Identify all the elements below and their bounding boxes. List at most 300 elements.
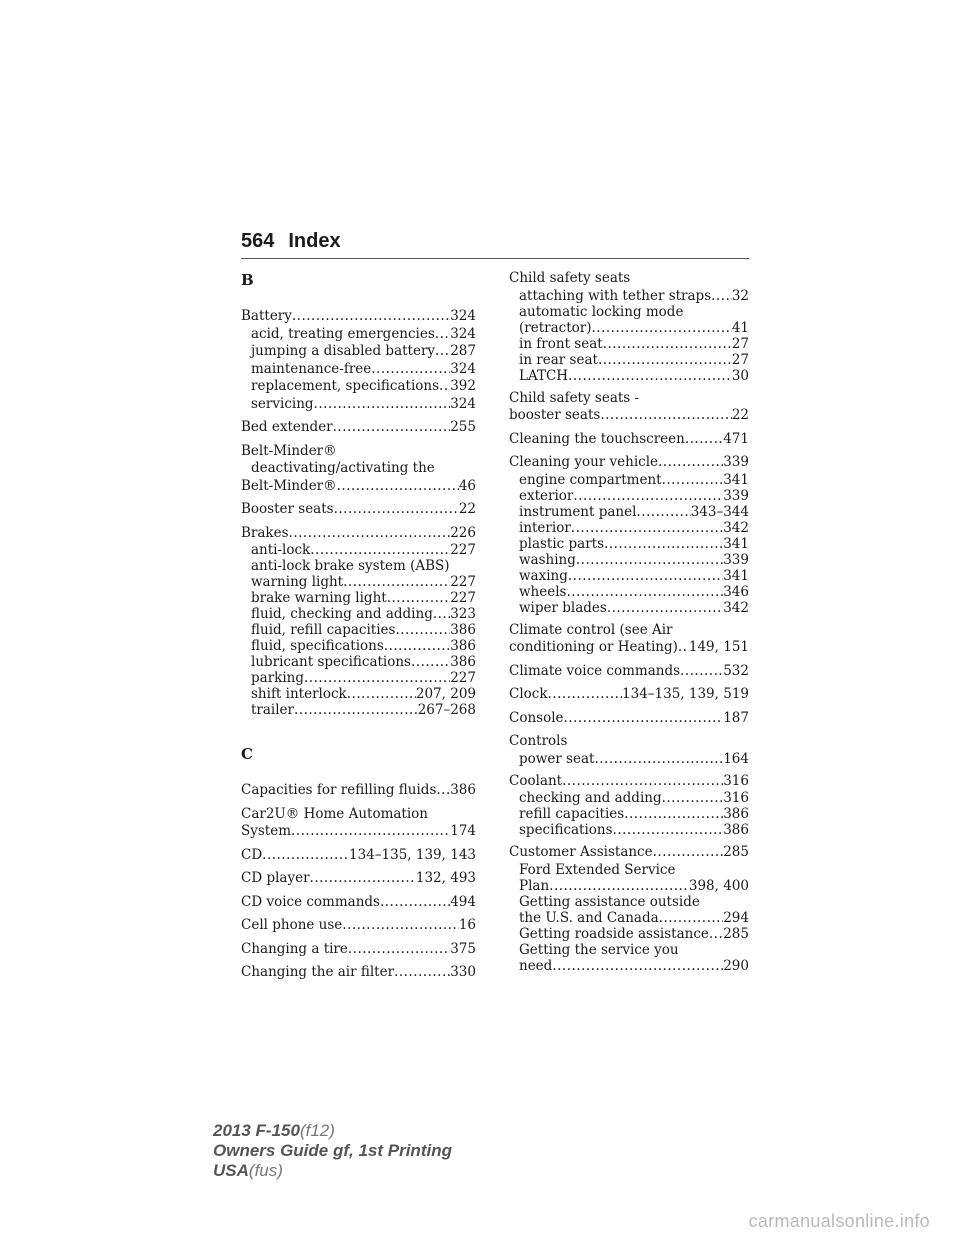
print-footer (213, 1121, 452, 1181)
entry-text: Brakes (241, 524, 289, 541)
leader-dots (573, 488, 723, 504)
page-reference: 255 (450, 419, 476, 435)
page-reference: 346 (723, 583, 749, 600)
section-letter-b: B (241, 271, 254, 289)
index-subentry (509, 600, 749, 616)
entry-text: instrument panel (519, 503, 637, 520)
leader-dots (624, 806, 723, 822)
entry-text: lubricant specifications (251, 654, 411, 670)
index-subentry (509, 894, 749, 910)
leader-dots (289, 525, 451, 543)
entry-text: Coolant (509, 772, 563, 789)
index-entry (241, 964, 476, 982)
entry-text: power seat (519, 750, 595, 767)
page-reference: 149, 151 (688, 639, 749, 655)
entry-text: Child safety seats - (509, 389, 640, 406)
leader-dots (304, 670, 450, 686)
index-term (241, 894, 476, 912)
leader-dots (380, 894, 450, 912)
leader-dots (549, 878, 689, 894)
entry-text: System (241, 823, 292, 839)
page-reference: 323 (450, 606, 476, 622)
leader-dots (347, 686, 416, 702)
page-reference: 134–135, 139, 143 (349, 846, 476, 863)
leader-dots (711, 288, 732, 304)
entry-text: anti-lock (251, 542, 311, 558)
index-entry (241, 501, 476, 519)
entry-text: need (519, 957, 553, 974)
page-reference: 287 (450, 343, 476, 359)
index-term (241, 478, 476, 496)
page-reference: 343–344 (690, 503, 749, 520)
index-subentry (509, 862, 749, 878)
index-subentry (509, 368, 749, 384)
page-reference: 341 (723, 535, 749, 552)
index-term (241, 419, 476, 437)
page-reference: 386 (723, 806, 749, 822)
entry-text: Belt-Minder® (241, 477, 337, 494)
entry-text: Changing a tire (241, 940, 348, 957)
index-subentry (509, 520, 749, 536)
index-entry (509, 622, 749, 657)
page-reference: 324 (450, 360, 476, 377)
page-reference: 285 (723, 844, 749, 860)
leader-dots (348, 941, 450, 959)
entry-text: the U.S. and Canada (519, 909, 659, 926)
entry-text: wiper blades (519, 599, 607, 616)
entry-text: fluid, refill capacities (251, 622, 396, 638)
index-entry (241, 847, 476, 865)
entry-text: Plan (519, 877, 550, 894)
footer-model: 2013 F-150 (213, 1121, 300, 1140)
index-subentry (241, 606, 476, 622)
index-subentry (509, 304, 749, 320)
page-reference: 386 (723, 822, 749, 838)
index-subentry (509, 504, 749, 520)
index-subentry (509, 822, 749, 838)
index-subentry (241, 622, 476, 638)
index-entry (241, 941, 476, 959)
spacer (241, 764, 476, 782)
page-reference: 32 (731, 287, 749, 304)
leader-dots (384, 638, 450, 654)
entry-text: Climate voice commands (509, 662, 681, 679)
page-reference: 324 (450, 325, 476, 342)
entry-text: Console (509, 709, 564, 726)
index-subentry (241, 343, 476, 361)
index-term (241, 443, 476, 461)
page-reference: 22 (458, 501, 476, 517)
page-reference: 494 (450, 893, 476, 910)
index-entry (509, 431, 749, 449)
index-term (509, 622, 749, 640)
entry-text: fluid, checking and adding (251, 606, 433, 622)
footer-market: USA (213, 1161, 249, 1180)
index-subentry (509, 958, 749, 974)
index-entry (241, 870, 476, 888)
header-rule (241, 258, 749, 259)
entry-text: Child safety seats (509, 270, 631, 286)
leader-dots (562, 773, 723, 791)
index-term (241, 806, 476, 824)
entry-text: washing (519, 551, 576, 568)
index-subentry (241, 361, 476, 379)
index-subentry (509, 320, 749, 336)
leader-dots (395, 622, 450, 638)
index-subentry (241, 686, 476, 702)
index-term (241, 782, 476, 800)
entry-text: (retractor) (519, 319, 592, 336)
index-subentry (241, 638, 476, 654)
index-term (241, 501, 476, 519)
index-term (241, 941, 476, 959)
index-subentry (509, 751, 749, 767)
leader-dots (294, 702, 418, 718)
leader-dots (343, 574, 450, 590)
index-subentry (509, 472, 749, 488)
entry-text: Controls (509, 733, 568, 749)
index-term (509, 639, 749, 657)
entry-text: acid, treating emergencies (251, 325, 435, 342)
leader-dots (685, 431, 723, 449)
index-subentry (509, 352, 749, 368)
page-reference: 46 (458, 477, 476, 494)
leader-dots (571, 520, 723, 536)
leader-dots (310, 870, 416, 888)
leader-dots (678, 639, 689, 657)
index-entry (241, 894, 476, 912)
page-reference: 532 (723, 662, 749, 679)
index-subentry (509, 878, 749, 894)
leader-dots (435, 326, 450, 344)
index-subentry (509, 584, 749, 600)
index-subentry (241, 542, 476, 558)
page-reference: 16 (458, 917, 476, 933)
entry-text: Cleaning your vehicle (509, 454, 659, 470)
index-entry (509, 686, 749, 704)
page-header (241, 230, 749, 253)
page-reference: 471 (723, 430, 749, 447)
page-reference: 227 (450, 590, 476, 606)
leader-dots (566, 584, 723, 600)
leader-dots (662, 790, 724, 806)
index-entry (509, 454, 749, 616)
index-entry (509, 773, 749, 839)
leader-dots (576, 552, 723, 568)
index-term (509, 844, 749, 862)
index-entry (241, 917, 476, 935)
index-term (509, 431, 749, 449)
index-subentry (509, 926, 749, 942)
page-reference: 290 (723, 957, 749, 974)
entry-text: parking (251, 670, 304, 686)
entry-text: in rear seat (519, 351, 598, 368)
entry-text: Getting roadside assistance (519, 925, 709, 942)
page-reference: 316 (723, 772, 749, 789)
entry-text: brake warning light (251, 590, 387, 606)
page-reference: 398, 400 (688, 877, 749, 894)
page-reference: 341 (723, 471, 749, 488)
page-reference: 341 (723, 567, 749, 584)
index-term (241, 964, 476, 982)
entry-text: warning light (251, 574, 344, 590)
entry-text: specifications (519, 822, 613, 838)
entry-text: attaching with tether straps (519, 287, 712, 304)
leader-dots (435, 343, 450, 361)
leader-dots (387, 590, 451, 606)
index-entry (509, 663, 749, 681)
page-reference: 386 (450, 638, 476, 654)
entry-text: Climate control (see Air (509, 621, 673, 638)
entry-text: trailer (251, 702, 295, 718)
page-reference: 267–268 (417, 702, 476, 718)
index-term (509, 733, 749, 751)
page-reference: 339 (723, 551, 749, 568)
index-subentry (241, 326, 476, 344)
entry-text: shift interlock (251, 686, 347, 702)
page-reference: 386 (450, 622, 476, 638)
leader-dots (333, 419, 451, 437)
index-term (241, 847, 476, 865)
index-term (241, 823, 476, 841)
page-reference: 339 (723, 454, 749, 470)
entry-text: booster seats (509, 407, 601, 423)
entry-text: checking and adding (519, 790, 662, 806)
leader-dots (552, 958, 723, 974)
entry-text: Cleaning the touchscreen (509, 430, 685, 447)
index-term (509, 407, 749, 425)
leader-dots (411, 654, 450, 670)
page-reference: 134–135, 139, 519 (622, 686, 749, 702)
page-reference: 339 (723, 487, 749, 504)
page-reference: 392 (450, 378, 476, 394)
leader-dots (314, 396, 451, 414)
entry-text: automatic locking mode (519, 303, 684, 320)
index-subentry (241, 378, 476, 396)
index-term (509, 686, 749, 704)
index-subentry (509, 910, 749, 926)
entry-text: in front seat (519, 335, 603, 352)
page-reference: 324 (450, 395, 476, 412)
leader-dots (680, 663, 723, 681)
leader-dots (342, 917, 459, 935)
footer-market-code: (fus) (248, 1161, 283, 1180)
leader-dots (591, 320, 731, 336)
index-entry (241, 308, 476, 413)
entry-text: Ford Extended Service (519, 861, 676, 878)
index-subentry (509, 568, 749, 584)
index-entry (241, 525, 476, 719)
page-reference: 316 (723, 790, 749, 806)
page-reference: 226 (450, 524, 476, 541)
page-reference: 227 (450, 574, 476, 590)
watermark: carmanualsonline.info (748, 1211, 930, 1231)
index-column-left (241, 270, 476, 988)
index-entry (509, 390, 749, 425)
index-column-right (509, 270, 749, 980)
leader-dots (658, 454, 723, 472)
entry-text: CD (241, 846, 263, 863)
spacer (241, 724, 476, 744)
entry-text: Getting assistance outside (519, 893, 700, 910)
entry-text: jumping a disabled battery (251, 343, 436, 359)
index-term (509, 454, 749, 472)
page-reference: 22 (731, 407, 749, 423)
leader-dots (371, 361, 450, 379)
entry-text: Getting the service you (519, 941, 679, 958)
entry-text: CD voice commands (241, 893, 380, 910)
leader-dots (594, 751, 723, 767)
page-reference: 227 (450, 670, 476, 686)
entry-text: deactivating/activating the (251, 460, 435, 476)
entry-text: Customer Assistance (509, 844, 653, 860)
page-reference: 187 (723, 709, 749, 726)
entry-text: Battery (241, 308, 292, 324)
leader-dots (291, 823, 450, 841)
leader-dots (603, 336, 732, 352)
page-reference: 375 (450, 940, 476, 957)
footer-edition: Owners Guide gf, 1st Printing (213, 1141, 452, 1160)
index-term (509, 773, 749, 791)
entry-text: refill capacities (519, 806, 625, 822)
index-subentry (241, 590, 476, 606)
index-entry (509, 733, 749, 767)
page-reference: 342 (723, 599, 749, 616)
index-term (241, 525, 476, 543)
index-entry (509, 270, 749, 384)
leader-dots (310, 542, 450, 558)
page-reference: 386 (450, 782, 476, 798)
leader-dots (433, 606, 450, 622)
index-term (509, 390, 749, 408)
index-entry (509, 710, 749, 728)
index-entry (241, 806, 476, 841)
entry-text: Clock (509, 686, 548, 702)
index-subentry (509, 806, 749, 822)
index-term (241, 870, 476, 888)
entry-text: exterior (519, 487, 574, 504)
index-subentry (241, 702, 476, 718)
leader-dots (607, 600, 723, 616)
page-reference: 41 (731, 319, 749, 336)
index-subentry (241, 654, 476, 670)
section-letter-c: C (241, 745, 253, 763)
page-reference: 174 (450, 823, 476, 839)
leader-dots (604, 536, 723, 552)
leader-dots (439, 378, 450, 396)
page-reference: 324 (450, 308, 476, 324)
index-subentry (241, 396, 476, 414)
entry-text: Cell phone use (241, 917, 343, 933)
index-term (241, 308, 476, 326)
index-term (509, 270, 749, 288)
page-reference: 294 (723, 909, 749, 926)
entry-text: anti-lock brake system (ABS) (251, 558, 450, 574)
entry-text: servicing (251, 395, 314, 412)
leader-dots (436, 782, 450, 800)
page-reference: 27 (731, 351, 749, 368)
index-subentry (509, 288, 749, 304)
page-number: 564 (241, 230, 275, 252)
leader-dots (709, 926, 723, 942)
index-term (509, 710, 749, 728)
page-reference: 227 (450, 542, 476, 558)
entry-text: Booster seats (241, 501, 334, 517)
leader-dots (598, 352, 732, 368)
index-subentry (509, 336, 749, 352)
index-entry (509, 844, 749, 974)
index-subentry (509, 942, 749, 958)
entry-text: interior (519, 519, 571, 536)
entries-right (509, 270, 749, 974)
index-entry (241, 419, 476, 437)
entry-text: Bed extender (241, 419, 333, 435)
leader-dots (653, 844, 724, 862)
leader-dots (337, 478, 459, 496)
footer-model-code: (f12) (299, 1121, 335, 1140)
leader-dots (334, 501, 459, 519)
entry-text: replacement, specifications (251, 378, 440, 394)
entry-text: Car2U® Home Automation (241, 805, 428, 822)
index-subentry (241, 670, 476, 686)
page-reference: 27 (731, 335, 749, 352)
index-subentry (241, 574, 476, 590)
entry-text: Capacities for refilling fluids (241, 782, 437, 798)
page-reference: 164 (723, 750, 749, 767)
index-subentry (509, 552, 749, 568)
leader-dots (659, 910, 724, 926)
entry-text: LATCH (519, 367, 569, 384)
leader-dots (568, 568, 723, 584)
entry-text: CD player (241, 870, 310, 886)
entry-text: plastic parts (519, 535, 605, 552)
index-entry (241, 782, 476, 800)
page-reference: 285 (723, 925, 749, 942)
entry-text: waxing (519, 567, 568, 584)
entry-text: engine compartment (519, 471, 662, 488)
entries-c (241, 782, 476, 982)
index-subentry (241, 558, 476, 574)
entry-text: maintenance-free (251, 360, 372, 377)
page-title: Index (288, 230, 341, 252)
index-term (509, 663, 749, 681)
entry-text: conditioning or Heating) (509, 639, 678, 655)
leader-dots (568, 368, 732, 384)
spacer (241, 290, 476, 308)
page-reference: 30 (731, 367, 749, 384)
entries-b (241, 308, 476, 718)
index-entry (241, 443, 476, 496)
leader-dots (292, 308, 450, 326)
page-reference: 342 (723, 519, 749, 536)
leader-dots (613, 822, 724, 838)
entry-text: Belt-Minder® (241, 442, 337, 459)
page-reference: 330 (450, 964, 476, 980)
leader-dots (600, 407, 732, 425)
leader-dots (548, 686, 622, 704)
entry-text: wheels (519, 583, 567, 600)
index-subentry (509, 536, 749, 552)
index-subentry (241, 460, 476, 478)
entry-text: fluid, specifications (251, 638, 384, 654)
leader-dots (564, 710, 724, 728)
index-term (241, 917, 476, 935)
entry-text: Changing the air filter (241, 964, 395, 980)
index-subentry (509, 488, 749, 504)
leader-dots (662, 472, 724, 488)
leader-dots (262, 847, 349, 865)
page-reference: 386 (450, 654, 476, 670)
